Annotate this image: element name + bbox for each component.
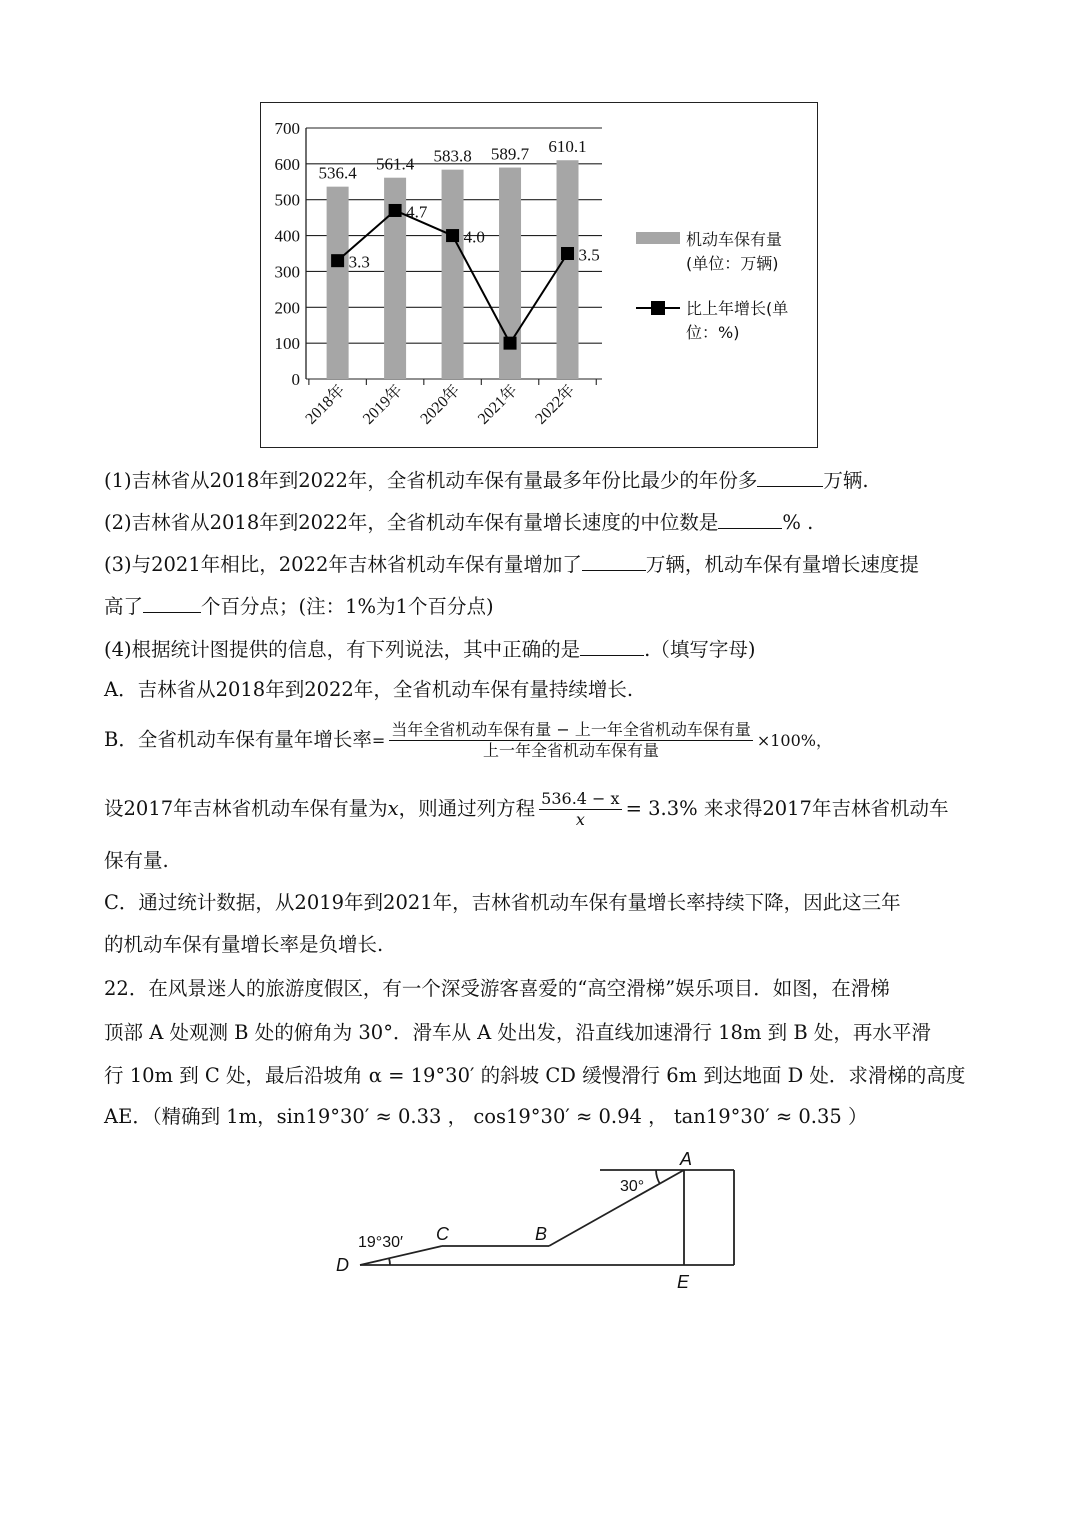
growth-marker xyxy=(331,254,344,267)
ab-slope-line xyxy=(549,1170,684,1246)
option-b-text-d: ，则通过列方程 xyxy=(398,797,536,820)
y-tick-label: 0 xyxy=(291,370,300,389)
bar xyxy=(442,170,464,379)
y-tick-label: 100 xyxy=(274,334,300,354)
label-c: C xyxy=(436,1224,449,1244)
angle-19-label: 19°30′ xyxy=(358,1234,403,1251)
q3-text-d: 个百分点；(注：1%为1个百分点) xyxy=(201,595,494,618)
bar xyxy=(327,187,349,379)
y-tick-label: 200 xyxy=(274,298,300,318)
problem22-text-4: AE．（精确到 1m，sin19°30′ ≈ 0.33 ， cos19°30′ ≈ 0.94 ， tan19°30′ ≈ 0.35 ） xyxy=(104,1105,868,1128)
problem22-text-2: 顶部 A 处观测 B 处的俯角为 30°．滑车从 A 处出发，沿直线加速滑行 18m 到 B 处，再水平滑 xyxy=(104,1021,931,1044)
q3-text-a: (3)与2021年相比，2022年吉林省机动车保有量增加了 xyxy=(104,553,582,576)
slide-diagram xyxy=(330,1148,750,1298)
option-b-text-c: 设2017年吉林省机动车保有量为 xyxy=(104,797,388,820)
growth-marker xyxy=(446,229,459,242)
legend-line-marker xyxy=(651,301,665,315)
option-b-text: B．全省机动车保有量年增长率 xyxy=(104,728,372,751)
option-c-line2 xyxy=(104,932,383,958)
q3-blank-1[interactable] xyxy=(582,550,646,571)
y-tick-label: 500 xyxy=(274,190,300,210)
bar xyxy=(557,160,579,379)
angle-30-label: 30° xyxy=(620,1178,645,1195)
q4-text: (4)根据统计图提供的信息，有下列说法，其中正确的是 xyxy=(104,638,581,661)
legend-line-label: 比上年增长(单 xyxy=(686,299,789,318)
q1-unit: 万辆. xyxy=(823,469,869,492)
y-tick-label: 400 xyxy=(274,226,300,246)
option-c-line1 xyxy=(104,890,901,916)
bar-value-label: 561.4 xyxy=(375,154,415,174)
angle-19-arc xyxy=(389,1258,390,1265)
angle-30-arc xyxy=(656,1170,660,1184)
option-b-text-e: = 3.3% 来求得2017年吉林省机动车 xyxy=(625,797,949,820)
option-b-var: x xyxy=(387,797,399,820)
option-b-line2 xyxy=(104,787,948,831)
option-c-text-a: C．通过统计数据，从2019年到2021年，吉林省机动车保有量增长率持续下降，因此这三年 xyxy=(104,891,901,914)
bar-value-label: 536.4 xyxy=(318,163,357,183)
question-3-line2 xyxy=(104,592,494,620)
growth-marker xyxy=(504,337,517,350)
option-b-eq: = xyxy=(371,731,386,750)
y-tick-label: 300 xyxy=(274,262,300,282)
x-tick-label: 2022年 xyxy=(532,381,579,428)
problem22-line4 xyxy=(104,1104,868,1130)
q1-text: (1)吉林省从2018年到2022年，全省机动车保有量最多年份比最少的年份多 xyxy=(104,469,758,492)
growth-value-label: 3.3 xyxy=(348,252,370,272)
legend-line-unit: 位：%) xyxy=(686,323,740,342)
option-c-text-b: 的机动车保有量增长率是负增长. xyxy=(104,933,384,956)
q4-blank[interactable] xyxy=(580,635,644,656)
question-1 xyxy=(104,466,869,494)
q3-blank-2[interactable] xyxy=(143,592,201,613)
option-b-line1 xyxy=(104,718,832,763)
growth-value-label: 3.5 xyxy=(578,245,600,265)
question-3-line1 xyxy=(104,550,919,578)
problem22-text-3: 行 10m 到 C 处，最后沿坡角 α = 19°30′ 的斜坡 CD 缓慢滑行 6m 到达地面 D 处．求滑梯的高度 xyxy=(104,1064,966,1087)
option-b-text-f: 保有量. xyxy=(104,849,169,872)
bar-value-label: 589.7 xyxy=(490,144,530,164)
problem22-line3 xyxy=(104,1063,965,1089)
problem22-text-1: 22．在风景迷人的旅游度假区，有一个深受游客喜爱的“高空滑梯”娱乐项目．如图，在滑梯 xyxy=(104,977,890,1000)
option-a xyxy=(104,677,633,703)
legend-bar-swatch xyxy=(636,232,680,244)
bar-value-label: 610.1 xyxy=(548,137,587,157)
y-tick-label: 700 xyxy=(274,119,300,138)
y-tick-label: 600 xyxy=(274,154,300,174)
q2-text: (2)吉林省从2018年到2022年，全省机动车保有量增长速度的中位数是 xyxy=(104,511,719,534)
equation-numerator: 536.4 − x xyxy=(541,789,620,808)
chart-svg xyxy=(261,103,819,449)
option-a-text: A．吉林省从2018年到2022年，全省机动车保有量持续增长. xyxy=(104,678,634,701)
problem22-line1 xyxy=(104,976,890,1002)
q1-blank[interactable] xyxy=(757,466,823,487)
legend-bar-label: 机动车保有量 xyxy=(686,230,783,249)
q3-text-b: 万辆，机动车保有量增长速度提 xyxy=(645,553,919,576)
option-b-tail: ×100%， xyxy=(756,731,832,750)
option-b-line3 xyxy=(104,848,169,874)
equation-fraction xyxy=(539,789,621,830)
x-tick-label: 2020年 xyxy=(417,381,464,428)
equation-denominator: x xyxy=(575,810,585,829)
problem22-line2 xyxy=(104,1020,931,1046)
growth-marker xyxy=(389,204,402,217)
fraction-numerator: 当年全省机动车保有量 − 上一年全省机动车保有量 xyxy=(391,720,751,739)
growth-value-label: 4.0 xyxy=(463,227,485,247)
growth-value-label: 4.7 xyxy=(406,202,428,222)
x-tick-label: 2018年 xyxy=(302,381,349,428)
x-tick-label: 2021年 xyxy=(474,381,521,428)
label-e: E xyxy=(677,1272,690,1292)
growth-marker xyxy=(561,247,574,260)
x-tick-label: 2019年 xyxy=(359,381,406,428)
q3-text-c: 高了 xyxy=(104,595,144,618)
label-d: D xyxy=(336,1255,349,1275)
option-b-fraction xyxy=(389,720,753,761)
q2-unit: % . xyxy=(782,511,814,534)
bar-value-label: 583.8 xyxy=(433,146,472,166)
label-b: B xyxy=(535,1224,548,1244)
label-a: A xyxy=(680,1149,693,1169)
fraction-denominator: 上一年全省机动车保有量 xyxy=(483,741,660,760)
legend-bar-unit: (单位：万辆) xyxy=(686,254,779,273)
question-2 xyxy=(104,508,813,536)
question-4 xyxy=(104,635,755,663)
chart-frame xyxy=(260,102,818,448)
q4-tail: .（填写字母) xyxy=(644,638,756,661)
q2-blank[interactable] xyxy=(718,508,782,529)
